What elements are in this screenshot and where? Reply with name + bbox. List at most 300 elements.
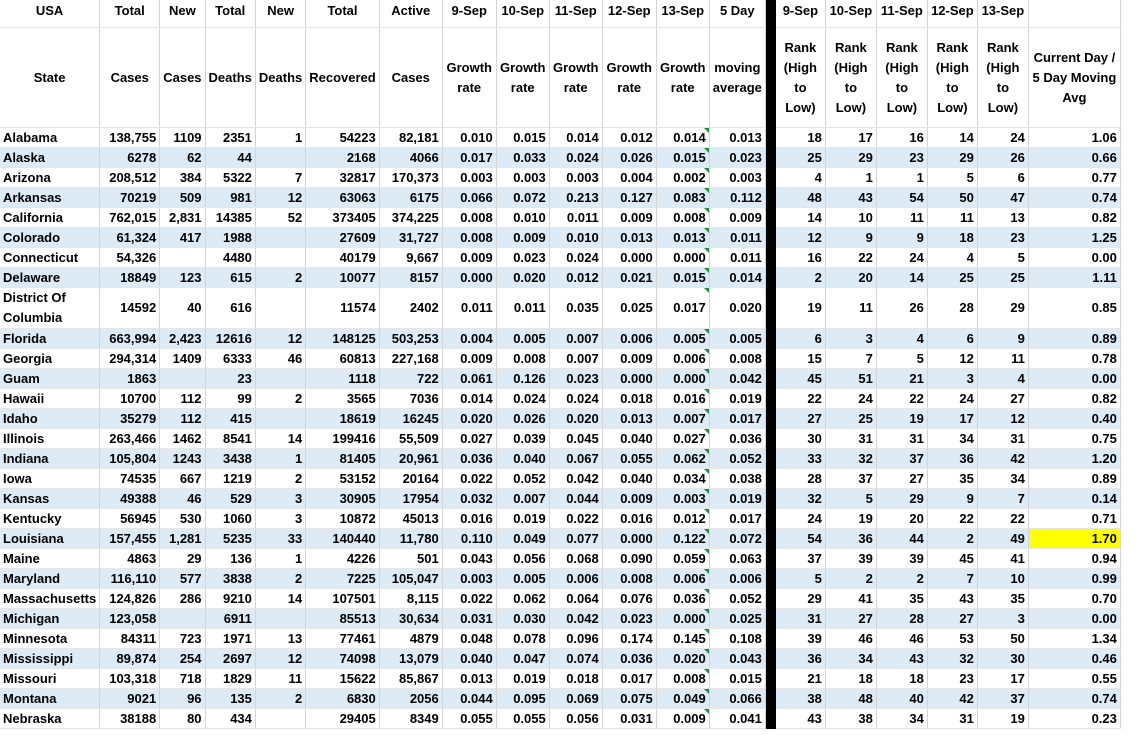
cell-rank-12sep[interactable] bbox=[927, 128, 977, 148]
cell-new-deaths[interactable] bbox=[255, 469, 305, 489]
cell-growth-11sep[interactable] bbox=[549, 709, 602, 729]
cell-growth-13sep[interactable] bbox=[656, 449, 709, 469]
cell-moving-average[interactable] bbox=[709, 128, 765, 148]
cell-rank-12sep[interactable] bbox=[927, 469, 977, 489]
cell-growth-12sep[interactable] bbox=[602, 709, 656, 729]
cell-growth-13sep[interactable] bbox=[656, 549, 709, 569]
cell-moving-average[interactable] bbox=[709, 168, 765, 188]
cell-total-cases[interactable] bbox=[100, 128, 160, 148]
cell-rank-13sep[interactable] bbox=[977, 329, 1028, 349]
cell-active-cases[interactable] bbox=[379, 248, 442, 268]
cell-growth-11sep[interactable] bbox=[549, 268, 602, 288]
cell-growth-10sep[interactable] bbox=[496, 449, 549, 469]
cell-rank-13sep[interactable] bbox=[977, 529, 1028, 549]
cell-moving-average[interactable] bbox=[709, 549, 765, 569]
cell-new-deaths[interactable] bbox=[255, 449, 305, 469]
table-row[interactable] bbox=[0, 669, 1120, 689]
cell-growth-11sep[interactable] bbox=[549, 409, 602, 429]
cell-new-deaths[interactable] bbox=[255, 429, 305, 449]
cell-growth-10sep[interactable] bbox=[496, 649, 549, 669]
cell-growth-12sep[interactable] bbox=[602, 649, 656, 669]
cell-active-cases[interactable] bbox=[379, 329, 442, 349]
cell-growth-9sep[interactable] bbox=[442, 529, 496, 549]
cell-growth-12sep[interactable] bbox=[602, 609, 656, 629]
cell-new-deaths[interactable] bbox=[255, 248, 305, 268]
cell-state[interactable] bbox=[0, 669, 100, 689]
cell-recovered[interactable] bbox=[306, 549, 379, 569]
cell-growth-13sep[interactable] bbox=[656, 268, 709, 288]
table-row[interactable] bbox=[0, 649, 1120, 669]
cell-growth-11sep[interactable] bbox=[549, 329, 602, 349]
cell-new-deaths[interactable] bbox=[255, 369, 305, 389]
cell-active-cases[interactable] bbox=[379, 389, 442, 409]
cell-new-cases[interactable] bbox=[160, 449, 205, 469]
cell-growth-11sep[interactable] bbox=[549, 248, 602, 268]
cell-rank-10sep[interactable] bbox=[825, 449, 876, 469]
cell-growth-13sep[interactable] bbox=[656, 489, 709, 509]
table-row[interactable] bbox=[0, 529, 1120, 549]
cell-growth-12sep[interactable] bbox=[602, 128, 656, 148]
cell-new-cases[interactable] bbox=[160, 389, 205, 409]
cell-rank-13sep[interactable] bbox=[977, 469, 1028, 489]
cell-rank-12sep[interactable] bbox=[927, 389, 977, 409]
cell-growth-10sep[interactable] bbox=[496, 409, 549, 429]
cell-active-cases[interactable] bbox=[379, 569, 442, 589]
cell-ratio[interactable] bbox=[1028, 429, 1120, 449]
cell-rank-10sep[interactable] bbox=[825, 529, 876, 549]
cell-total-deaths[interactable] bbox=[205, 549, 255, 569]
cell-recovered[interactable] bbox=[306, 469, 379, 489]
cell-new-cases[interactable] bbox=[160, 429, 205, 449]
cell-growth-9sep[interactable] bbox=[442, 609, 496, 629]
cell-rank-13sep[interactable] bbox=[977, 709, 1028, 729]
cell-total-cases[interactable] bbox=[100, 349, 160, 369]
cell-rank-12sep[interactable] bbox=[927, 248, 977, 268]
cell-total-deaths[interactable] bbox=[205, 168, 255, 188]
cell-total-deaths[interactable] bbox=[205, 469, 255, 489]
cell-ratio[interactable] bbox=[1028, 288, 1120, 329]
cell-recovered[interactable] bbox=[306, 669, 379, 689]
cell-growth-12sep[interactable] bbox=[602, 449, 656, 469]
cell-ratio[interactable] bbox=[1028, 188, 1120, 208]
cell-recovered[interactable] bbox=[306, 228, 379, 248]
cell-growth-9sep[interactable] bbox=[442, 589, 496, 609]
cell-new-cases[interactable] bbox=[160, 649, 205, 669]
cell-total-deaths[interactable] bbox=[205, 709, 255, 729]
cell-rank-10sep[interactable] bbox=[825, 509, 876, 529]
cell-total-deaths[interactable] bbox=[205, 389, 255, 409]
cell-new-deaths[interactable] bbox=[255, 188, 305, 208]
cell-total-deaths[interactable] bbox=[205, 268, 255, 288]
cell-rank-11sep[interactable] bbox=[876, 609, 927, 629]
cell-growth-10sep[interactable] bbox=[496, 569, 549, 589]
cell-growth-11sep[interactable] bbox=[549, 208, 602, 228]
cell-rank-11sep[interactable] bbox=[876, 228, 927, 248]
cell-growth-9sep[interactable] bbox=[442, 389, 496, 409]
cell-growth-10sep[interactable] bbox=[496, 669, 549, 689]
cell-new-cases[interactable] bbox=[160, 288, 205, 329]
cell-growth-10sep[interactable] bbox=[496, 248, 549, 268]
cell-rank-10sep[interactable] bbox=[825, 128, 876, 148]
cell-new-deaths[interactable] bbox=[255, 168, 305, 188]
cell-active-cases[interactable] bbox=[379, 188, 442, 208]
cell-state[interactable] bbox=[0, 629, 100, 649]
cell-moving-average[interactable] bbox=[709, 609, 765, 629]
cell-growth-12sep[interactable] bbox=[602, 208, 656, 228]
cell-new-cases[interactable] bbox=[160, 268, 205, 288]
cell-state[interactable] bbox=[0, 649, 100, 669]
cell-growth-13sep[interactable] bbox=[656, 329, 709, 349]
cell-growth-9sep[interactable] bbox=[442, 549, 496, 569]
cell-new-deaths[interactable] bbox=[255, 288, 305, 329]
cell-total-cases[interactable] bbox=[100, 589, 160, 609]
cell-rank-13sep[interactable] bbox=[977, 449, 1028, 469]
cell-new-cases[interactable] bbox=[160, 589, 205, 609]
cell-rank-9sep[interactable] bbox=[775, 589, 825, 609]
cell-rank-9sep[interactable] bbox=[775, 409, 825, 429]
cell-growth-10sep[interactable] bbox=[496, 549, 549, 569]
cell-rank-10sep[interactable] bbox=[825, 329, 876, 349]
cell-growth-12sep[interactable] bbox=[602, 268, 656, 288]
cell-rank-13sep[interactable] bbox=[977, 248, 1028, 268]
cell-rank-11sep[interactable] bbox=[876, 188, 927, 208]
cell-rank-11sep[interactable] bbox=[876, 529, 927, 549]
cell-growth-10sep[interactable] bbox=[496, 148, 549, 168]
cell-rank-11sep[interactable] bbox=[876, 489, 927, 509]
cell-rank-9sep[interactable] bbox=[775, 188, 825, 208]
cell-rank-13sep[interactable] bbox=[977, 168, 1028, 188]
cell-growth-13sep[interactable] bbox=[656, 188, 709, 208]
cell-growth-11sep[interactable] bbox=[549, 288, 602, 329]
cell-growth-11sep[interactable] bbox=[549, 228, 602, 248]
cell-rank-10sep[interactable] bbox=[825, 609, 876, 629]
cell-growth-10sep[interactable] bbox=[496, 509, 549, 529]
cell-new-deaths[interactable] bbox=[255, 329, 305, 349]
cell-growth-12sep[interactable] bbox=[602, 469, 656, 489]
cell-ratio[interactable] bbox=[1028, 128, 1120, 148]
cell-rank-11sep[interactable] bbox=[876, 349, 927, 369]
cell-growth-13sep[interactable] bbox=[656, 469, 709, 489]
cell-growth-10sep[interactable] bbox=[496, 589, 549, 609]
cell-rank-11sep[interactable] bbox=[876, 148, 927, 168]
cell-rank-12sep[interactable] bbox=[927, 569, 977, 589]
cell-moving-average[interactable] bbox=[709, 449, 765, 469]
cell-total-deaths[interactable] bbox=[205, 208, 255, 228]
cell-rank-11sep[interactable] bbox=[876, 469, 927, 489]
cell-growth-10sep[interactable] bbox=[496, 609, 549, 629]
cell-recovered[interactable] bbox=[306, 148, 379, 168]
cell-active-cases[interactable] bbox=[379, 148, 442, 168]
cell-new-deaths[interactable] bbox=[255, 669, 305, 689]
cell-new-cases[interactable] bbox=[160, 228, 205, 248]
cell-growth-13sep[interactable] bbox=[656, 349, 709, 369]
cell-growth-9sep[interactable] bbox=[442, 569, 496, 589]
cell-rank-12sep[interactable] bbox=[927, 429, 977, 449]
cell-rank-9sep[interactable] bbox=[775, 689, 825, 709]
cell-new-cases[interactable] bbox=[160, 148, 205, 168]
cell-growth-13sep[interactable] bbox=[656, 288, 709, 329]
table-row[interactable] bbox=[0, 469, 1120, 489]
cell-total-deaths[interactable] bbox=[205, 349, 255, 369]
cell-ratio[interactable] bbox=[1028, 168, 1120, 188]
cell-rank-12sep[interactable] bbox=[927, 629, 977, 649]
cell-recovered[interactable] bbox=[306, 288, 379, 329]
cell-rank-9sep[interactable] bbox=[775, 248, 825, 268]
cell-rank-10sep[interactable] bbox=[825, 188, 876, 208]
cell-new-deaths[interactable] bbox=[255, 389, 305, 409]
cell-rank-13sep[interactable] bbox=[977, 549, 1028, 569]
cell-growth-9sep[interactable] bbox=[442, 168, 496, 188]
cell-new-cases[interactable] bbox=[160, 549, 205, 569]
cell-rank-13sep[interactable] bbox=[977, 148, 1028, 168]
cell-rank-13sep[interactable] bbox=[977, 228, 1028, 248]
cell-growth-13sep[interactable] bbox=[656, 389, 709, 409]
cell-growth-9sep[interactable] bbox=[442, 689, 496, 709]
cell-rank-12sep[interactable] bbox=[927, 449, 977, 469]
cell-rank-12sep[interactable] bbox=[927, 689, 977, 709]
cell-state[interactable] bbox=[0, 188, 100, 208]
table-row[interactable] bbox=[0, 409, 1120, 429]
cell-rank-12sep[interactable] bbox=[927, 349, 977, 369]
cell-growth-9sep[interactable] bbox=[442, 128, 496, 148]
cell-recovered[interactable] bbox=[306, 349, 379, 369]
cell-moving-average[interactable] bbox=[709, 148, 765, 168]
cell-active-cases[interactable] bbox=[379, 689, 442, 709]
table-row[interactable] bbox=[0, 128, 1120, 148]
cell-growth-11sep[interactable] bbox=[549, 489, 602, 509]
cell-state[interactable] bbox=[0, 429, 100, 449]
cell-total-cases[interactable] bbox=[100, 569, 160, 589]
cell-rank-12sep[interactable] bbox=[927, 549, 977, 569]
cell-active-cases[interactable] bbox=[379, 629, 442, 649]
cell-rank-12sep[interactable] bbox=[927, 489, 977, 509]
cell-growth-11sep[interactable] bbox=[549, 649, 602, 669]
cell-ratio[interactable] bbox=[1028, 609, 1120, 629]
cell-rank-9sep[interactable] bbox=[775, 168, 825, 188]
cell-new-deaths[interactable] bbox=[255, 649, 305, 669]
cell-active-cases[interactable] bbox=[379, 369, 442, 389]
cell-rank-9sep[interactable] bbox=[775, 228, 825, 248]
cell-growth-12sep[interactable] bbox=[602, 288, 656, 329]
cell-growth-12sep[interactable] bbox=[602, 509, 656, 529]
cell-new-cases[interactable] bbox=[160, 489, 205, 509]
cell-growth-9sep[interactable] bbox=[442, 429, 496, 449]
table-row[interactable] bbox=[0, 429, 1120, 449]
cell-ratio[interactable] bbox=[1028, 369, 1120, 389]
cell-state[interactable] bbox=[0, 569, 100, 589]
cell-growth-12sep[interactable] bbox=[602, 148, 656, 168]
cell-rank-13sep[interactable] bbox=[977, 409, 1028, 429]
cell-growth-9sep[interactable] bbox=[442, 268, 496, 288]
cell-rank-10sep[interactable] bbox=[825, 469, 876, 489]
cell-rank-10sep[interactable] bbox=[825, 649, 876, 669]
table-row[interactable] bbox=[0, 449, 1120, 469]
cell-growth-10sep[interactable] bbox=[496, 168, 549, 188]
cell-growth-9sep[interactable] bbox=[442, 329, 496, 349]
cell-total-deaths[interactable] bbox=[205, 489, 255, 509]
cell-state[interactable] bbox=[0, 228, 100, 248]
cell-rank-9sep[interactable] bbox=[775, 349, 825, 369]
cell-rank-10sep[interactable] bbox=[825, 148, 876, 168]
cell-rank-12sep[interactable] bbox=[927, 208, 977, 228]
cell-rank-10sep[interactable] bbox=[825, 629, 876, 649]
cell-recovered[interactable] bbox=[306, 629, 379, 649]
cell-rank-12sep[interactable] bbox=[927, 509, 977, 529]
cell-ratio[interactable] bbox=[1028, 148, 1120, 168]
cell-rank-12sep[interactable] bbox=[927, 709, 977, 729]
cell-growth-9sep[interactable] bbox=[442, 409, 496, 429]
cell-rank-13sep[interactable] bbox=[977, 369, 1028, 389]
cell-ratio[interactable] bbox=[1028, 589, 1120, 609]
cell-state[interactable] bbox=[0, 449, 100, 469]
cell-growth-12sep[interactable] bbox=[602, 188, 656, 208]
cell-growth-9sep[interactable] bbox=[442, 509, 496, 529]
cell-growth-9sep[interactable] bbox=[442, 208, 496, 228]
cell-active-cases[interactable] bbox=[379, 409, 442, 429]
cell-rank-9sep[interactable] bbox=[775, 389, 825, 409]
cell-recovered[interactable] bbox=[306, 369, 379, 389]
cell-rank-12sep[interactable] bbox=[927, 369, 977, 389]
cell-rank-11sep[interactable] bbox=[876, 569, 927, 589]
cell-total-cases[interactable] bbox=[100, 228, 160, 248]
cell-recovered[interactable] bbox=[306, 609, 379, 629]
cell-recovered[interactable] bbox=[306, 268, 379, 288]
cell-moving-average[interactable] bbox=[709, 228, 765, 248]
cell-rank-9sep[interactable] bbox=[775, 669, 825, 689]
cell-growth-10sep[interactable] bbox=[496, 689, 549, 709]
cell-rank-10sep[interactable] bbox=[825, 409, 876, 429]
cell-growth-13sep[interactable] bbox=[656, 589, 709, 609]
cell-growth-11sep[interactable] bbox=[549, 369, 602, 389]
cell-rank-10sep[interactable] bbox=[825, 228, 876, 248]
cell-total-cases[interactable] bbox=[100, 389, 160, 409]
cell-ratio[interactable] bbox=[1028, 529, 1120, 549]
cell-moving-average[interactable] bbox=[709, 709, 765, 729]
cell-rank-10sep[interactable] bbox=[825, 268, 876, 288]
table-row[interactable] bbox=[0, 489, 1120, 509]
cell-ratio[interactable] bbox=[1028, 228, 1120, 248]
cell-new-deaths[interactable] bbox=[255, 268, 305, 288]
cell-growth-10sep[interactable] bbox=[496, 529, 549, 549]
table-row[interactable] bbox=[0, 509, 1120, 529]
cell-recovered[interactable] bbox=[306, 529, 379, 549]
cell-active-cases[interactable] bbox=[379, 649, 442, 669]
cell-growth-9sep[interactable] bbox=[442, 649, 496, 669]
cell-new-cases[interactable] bbox=[160, 469, 205, 489]
cell-ratio[interactable] bbox=[1028, 329, 1120, 349]
cell-ratio[interactable] bbox=[1028, 409, 1120, 429]
cell-rank-9sep[interactable] bbox=[775, 489, 825, 509]
cell-growth-11sep[interactable] bbox=[549, 669, 602, 689]
cell-moving-average[interactable] bbox=[709, 389, 765, 409]
cell-growth-12sep[interactable] bbox=[602, 409, 656, 429]
cell-total-cases[interactable] bbox=[100, 329, 160, 349]
cell-rank-10sep[interactable] bbox=[825, 689, 876, 709]
cell-growth-12sep[interactable] bbox=[602, 369, 656, 389]
cell-total-deaths[interactable] bbox=[205, 429, 255, 449]
cell-growth-11sep[interactable] bbox=[549, 569, 602, 589]
cell-ratio[interactable] bbox=[1028, 649, 1120, 669]
cell-rank-13sep[interactable] bbox=[977, 569, 1028, 589]
cell-total-cases[interactable] bbox=[100, 429, 160, 449]
table-row[interactable] bbox=[0, 288, 1120, 329]
cell-state[interactable] bbox=[0, 409, 100, 429]
cell-ratio[interactable] bbox=[1028, 489, 1120, 509]
cell-new-cases[interactable] bbox=[160, 188, 205, 208]
cell-new-cases[interactable] bbox=[160, 168, 205, 188]
cell-new-cases[interactable] bbox=[160, 689, 205, 709]
cell-growth-11sep[interactable] bbox=[549, 449, 602, 469]
cell-total-cases[interactable] bbox=[100, 489, 160, 509]
cell-recovered[interactable] bbox=[306, 709, 379, 729]
cell-active-cases[interactable] bbox=[379, 349, 442, 369]
cell-total-cases[interactable] bbox=[100, 268, 160, 288]
cell-moving-average[interactable] bbox=[709, 689, 765, 709]
cell-new-cases[interactable] bbox=[160, 669, 205, 689]
cell-recovered[interactable] bbox=[306, 569, 379, 589]
cell-active-cases[interactable] bbox=[379, 268, 442, 288]
cell-total-cases[interactable] bbox=[100, 369, 160, 389]
cell-growth-12sep[interactable] bbox=[602, 489, 656, 509]
cell-active-cases[interactable] bbox=[379, 429, 442, 449]
cell-total-deaths[interactable] bbox=[205, 449, 255, 469]
cell-growth-9sep[interactable] bbox=[442, 349, 496, 369]
cell-total-deaths[interactable] bbox=[205, 629, 255, 649]
cell-rank-12sep[interactable] bbox=[927, 168, 977, 188]
cell-rank-9sep[interactable] bbox=[775, 549, 825, 569]
cell-new-deaths[interactable] bbox=[255, 409, 305, 429]
cell-rank-13sep[interactable] bbox=[977, 389, 1028, 409]
cell-active-cases[interactable] bbox=[379, 669, 442, 689]
cell-rank-13sep[interactable] bbox=[977, 349, 1028, 369]
cell-growth-10sep[interactable] bbox=[496, 208, 549, 228]
cell-growth-11sep[interactable] bbox=[549, 429, 602, 449]
cell-active-cases[interactable] bbox=[379, 168, 442, 188]
cell-recovered[interactable] bbox=[306, 429, 379, 449]
cell-growth-9sep[interactable] bbox=[442, 248, 496, 268]
cell-total-cases[interactable] bbox=[100, 188, 160, 208]
cell-rank-12sep[interactable] bbox=[927, 288, 977, 329]
cell-new-cases[interactable] bbox=[160, 709, 205, 729]
cell-active-cases[interactable] bbox=[379, 709, 442, 729]
table-row[interactable] bbox=[0, 709, 1120, 729]
cell-total-cases[interactable] bbox=[100, 609, 160, 629]
cell-new-cases[interactable] bbox=[160, 349, 205, 369]
table-row[interactable] bbox=[0, 248, 1120, 268]
cell-growth-11sep[interactable] bbox=[549, 469, 602, 489]
cell-rank-9sep[interactable] bbox=[775, 148, 825, 168]
cell-rank-12sep[interactable] bbox=[927, 409, 977, 429]
cell-rank-12sep[interactable] bbox=[927, 228, 977, 248]
cell-recovered[interactable] bbox=[306, 689, 379, 709]
cell-new-deaths[interactable] bbox=[255, 709, 305, 729]
cell-growth-13sep[interactable] bbox=[656, 208, 709, 228]
cell-rank-11sep[interactable] bbox=[876, 429, 927, 449]
cell-total-cases[interactable] bbox=[100, 709, 160, 729]
cell-new-cases[interactable] bbox=[160, 629, 205, 649]
cell-growth-10sep[interactable] bbox=[496, 349, 549, 369]
cell-total-cases[interactable] bbox=[100, 248, 160, 268]
cell-moving-average[interactable] bbox=[709, 369, 765, 389]
cell-ratio[interactable] bbox=[1028, 268, 1120, 288]
cell-total-deaths[interactable] bbox=[205, 649, 255, 669]
cell-rank-10sep[interactable] bbox=[825, 709, 876, 729]
cell-ratio[interactable] bbox=[1028, 208, 1120, 228]
cell-growth-12sep[interactable] bbox=[602, 629, 656, 649]
cell-active-cases[interactable] bbox=[379, 549, 442, 569]
cell-state[interactable] bbox=[0, 208, 100, 228]
table-row[interactable] bbox=[0, 609, 1120, 629]
